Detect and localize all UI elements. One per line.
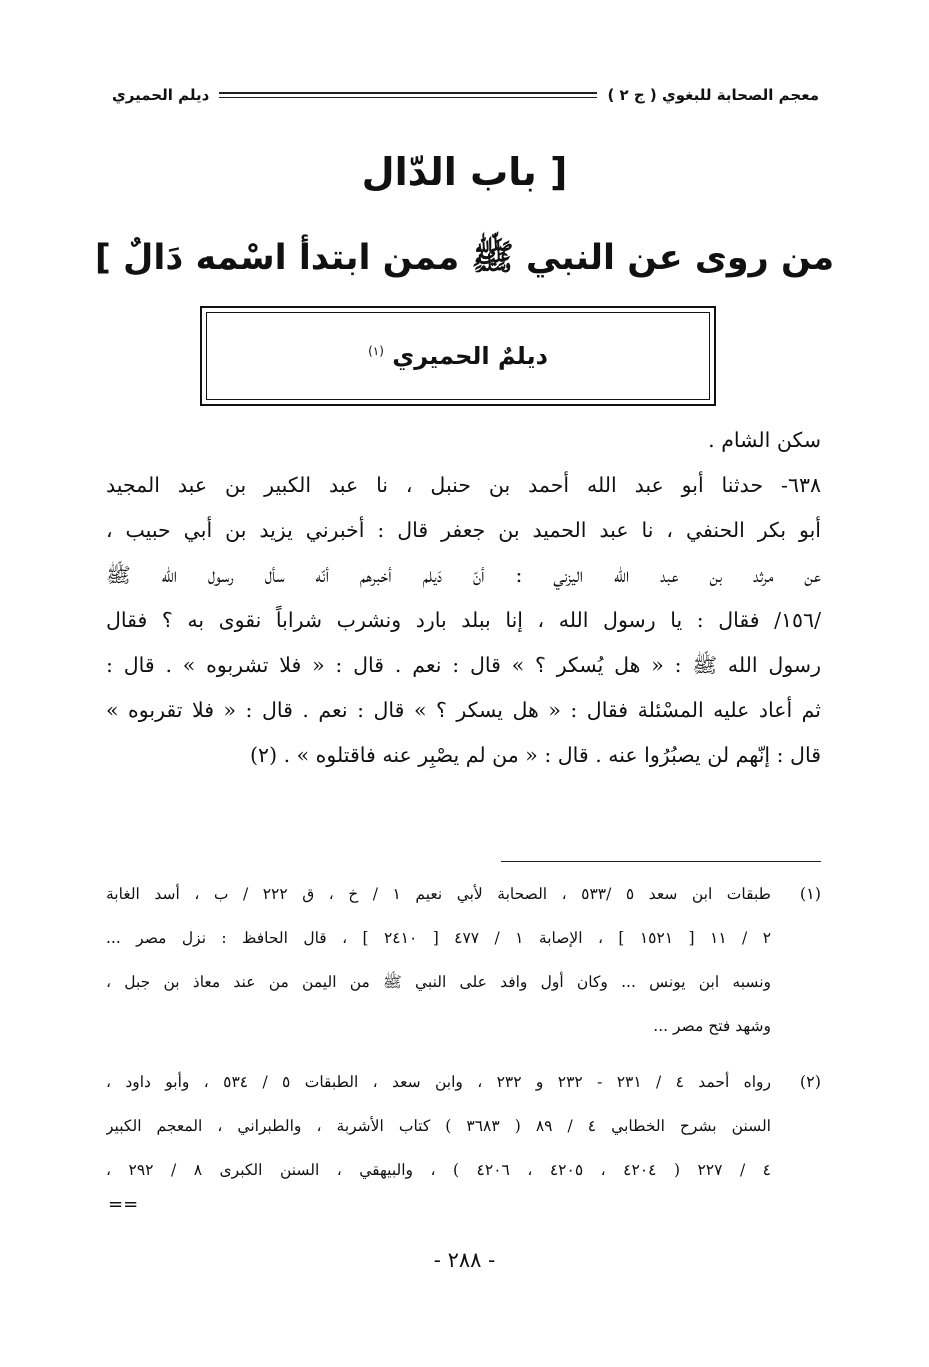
footnote-line: ٢ / ١١ [ ١٥٢١ ] ، الإصابة ١ / ٤٧٧ [ ٢٤١٠ ] ، قال الحافظ : نزل مصر ... — [106, 929, 771, 947]
body-line: عن مرثد بن عبد الله اليزني : أنّ دَيلم أخبرهم أنّه سأل رسول الله ﷺ — [106, 563, 821, 587]
footnote-number: (٢) — [799, 1072, 821, 1091]
entry-title-box — [200, 306, 716, 406]
footnote-line: ونسبه ابن يونس ... وكان أول وافد على النبي ﷺ من اليمن من عند معاذ بن جبل ، — [106, 973, 771, 991]
chapter-title: [ باب الدّال — [361, 150, 568, 194]
entry-title — [368, 342, 548, 370]
body-line: رسول الله ﷺ : « هل يُسكر ؟ » قال : نعم . قال : « فلا تشربوه » . قال : — [106, 653, 821, 677]
body-line: سكن الشام . — [708, 428, 821, 452]
body-line: ثم أعاد عليه المسْئلة فقال : « هل يسكر ؟ » قال : نعم . قال : « فلا تقربوه » — [106, 698, 821, 722]
entry-title-box-inner — [206, 312, 710, 400]
footnote-2 — [106, 1060, 821, 1192]
body-text — [106, 418, 821, 778]
footnote-1 — [106, 872, 821, 1048]
entry-title-name: ديلمٌ الحميري — [392, 342, 548, 370]
body-line: أبو بكر الحنفي ، نا عبد الحميد بن جعفر قال : أخبرني يزيد بن أبي حبيب ، — [106, 518, 821, 542]
running-header — [112, 80, 819, 110]
body-line: قال : إنّهم لن يصبُرُوا عنه . قال : « من لم يصْبِر عنه فاقتلوه » . (٢) — [250, 743, 821, 767]
entry-title-footnote-ref: (١) — [368, 344, 384, 358]
footnote-line: وشهد فتح مصر ... — [653, 1017, 771, 1035]
running-header-entry-name: ديلم الحميري — [112, 86, 210, 104]
page-number: - ٢٨٨ - — [433, 1248, 496, 1272]
footnote-line: رواه أحمد ٤ / ٢٣١ - ٢٣٢ و ٢٣٢ ، وابن سعد ، الطبقات ٥ / ٥٣٤ ، وأبو داود ، — [106, 1073, 771, 1091]
footnote-number: (١) — [799, 884, 821, 903]
running-header-book-title: معجم الصحابة للبغوي ( ج ٢ ) — [607, 86, 819, 104]
footnote-line: السنن بشرح الخطابي ٤ / ٨٩ ( ٣٦٨٣ ) كتاب الأشربة ، والطبراني ، المعجم الكبير — [106, 1117, 771, 1135]
body-line: /١٥٦/ فقال : يا رسول الله ، إنا ببلد بارد ونشرب شراباً نقوى به ؟ فقال — [106, 608, 821, 632]
body-line: ٦٣٨- حدثنا أبو عبد الله أحمد بن حنبل ، نا عبد الكبير بن عبد المجيد — [106, 473, 821, 497]
footnote-line: ٤ / ٢٢٧ ( ٤٢٠٤ ، ٤٢٠٥ ، ٤٢٠٦ ) ، والبيهقي ، السنن الكبرى ٨ / ٢٩٢ ، — [106, 1161, 771, 1179]
footnote-separator — [501, 861, 821, 862]
chapter-subtitle: من روى عن النبي ﷺ ممن ابتدأ اسْمه دَالٌ ] — [94, 238, 835, 278]
footnote-line: طبقات ابن سعد ٥ /٥٣٣ ، الصحابة لأبي نعيم ١ / خ ، ق ٢٢٢ / ب ، أسد الغابة — [106, 885, 771, 903]
footnotes — [106, 872, 821, 1204]
footnote-continuation-mark: == — [108, 1194, 139, 1215]
running-header-rule — [219, 92, 597, 98]
